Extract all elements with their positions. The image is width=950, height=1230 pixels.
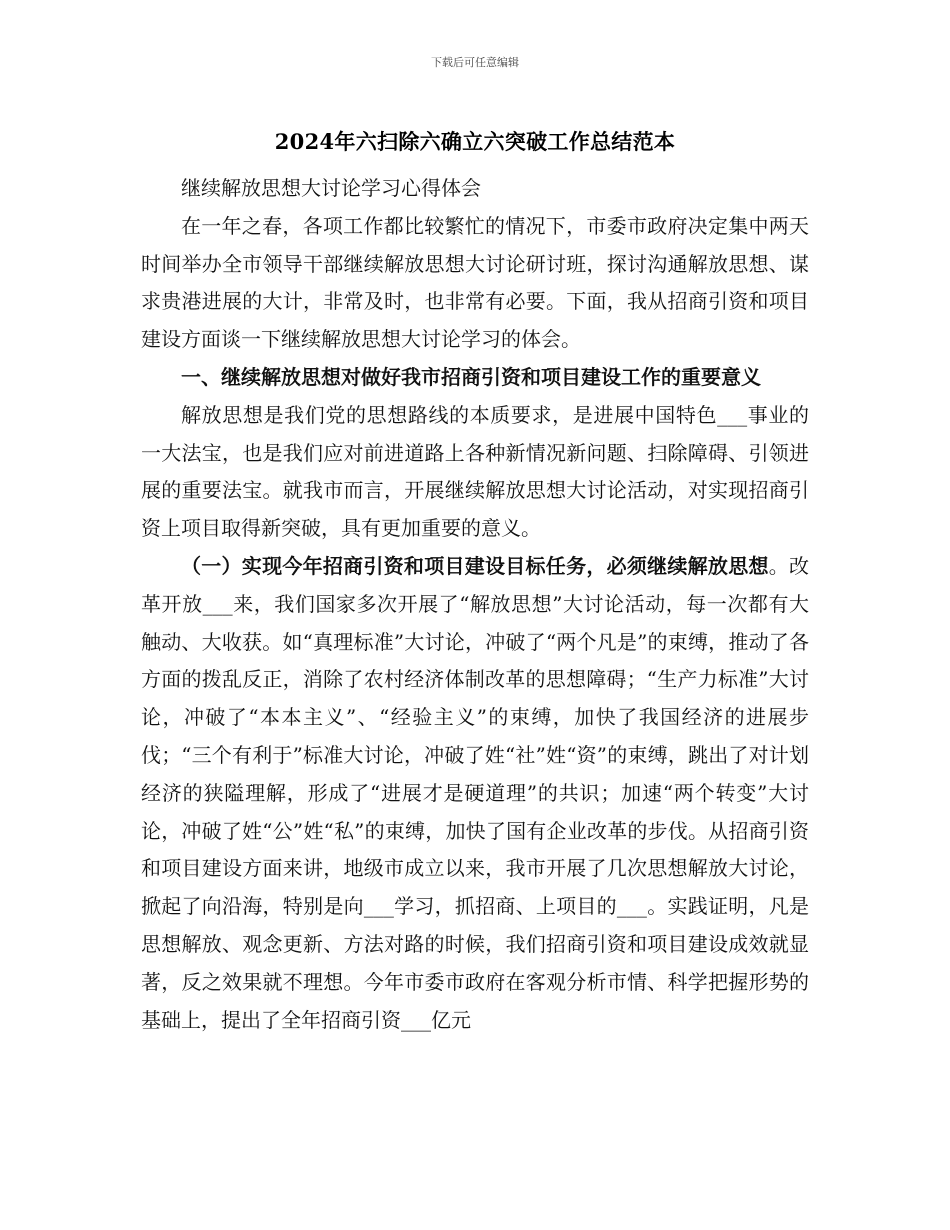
document-body: [141, 170, 809, 1039]
intro-paragraph: 在一年之春，各项工作都比较繁忙的情况下，市委市政府决定集中两天时间举办全市领导干部继续解放思想大讨论研讨班，探讨沟通解放思想、谋求贵港进展的大计，非常及时，也非常有必要。下面，我从招商引资和项目建设方面谈一下继续解放思想大讨论学习的体会。: [141, 213, 809, 352]
header-note: 下载后可任意编辑: [431, 56, 519, 69]
document-title: 2024年六扫除六确立六突破工作总结范本: [274, 129, 676, 154]
subsection-paragraph: [141, 548, 809, 1039]
subsection-heading: （一）实现今年招商引资和项目建设目标任务，必须继续解放思想: [181, 553, 769, 578]
body-paragraph: 解放思想是我们党的思想路线的本质要求，是进展中国特色___事业的一大法宝，也是我们应对前进道路上各种新情况新问题、扫除障碍、引领进展的重要法宝。就我市而言，开展继续解放思想大讨论活动，对实现招商引资上项目取得新突破，具有更加重要的意义。: [141, 402, 809, 541]
subtitle-paragraph: 继续解放思想大讨论学习心得体会: [181, 176, 481, 200]
subsection-text: 。改革开放___来，我们国家多次开展了“解放思想”大讨论活动，每一次都有大触动、大收获。如“真理标准”大讨论，冲破了“两个凡是”的束缚，推动了各方面的拨乱反正，消除了农村经济体制改革的思想障碍；“生产力标准”大讨论，冲破了“本本主义”、“经验主义”的束缚，加快了我国经济的进展步伐；“三个有利于”标准大讨论，冲破了姓“社”姓“资”的束缚，跳出了对计划经济的狭隘理解，形成了“进展才是硬道理”的共识；加速“两个转变”大讨论，冲破了姓“公”姓“私”的束缚，加快了国有企业改革的步伐。从招商引资和项目建设方面来讲，地级市成立以来，我市开展了几次思想解放大讨论，掀起了向沿海，特别是向___学习，抓招商、上项目的___。实践证明，凡是思想解放、观念更新、方法对路的时候，我们招商引资和项目建设成效就显著，反之效果就不理想。今年市委市政府在客观分析市情、科学把握形势的基础上，提出了全年招商引资___亿元: [141, 553, 810, 1032]
section-heading: 一、继续解放思想对做好我市招商引资和项目建设工作的重要意义: [181, 364, 761, 389]
